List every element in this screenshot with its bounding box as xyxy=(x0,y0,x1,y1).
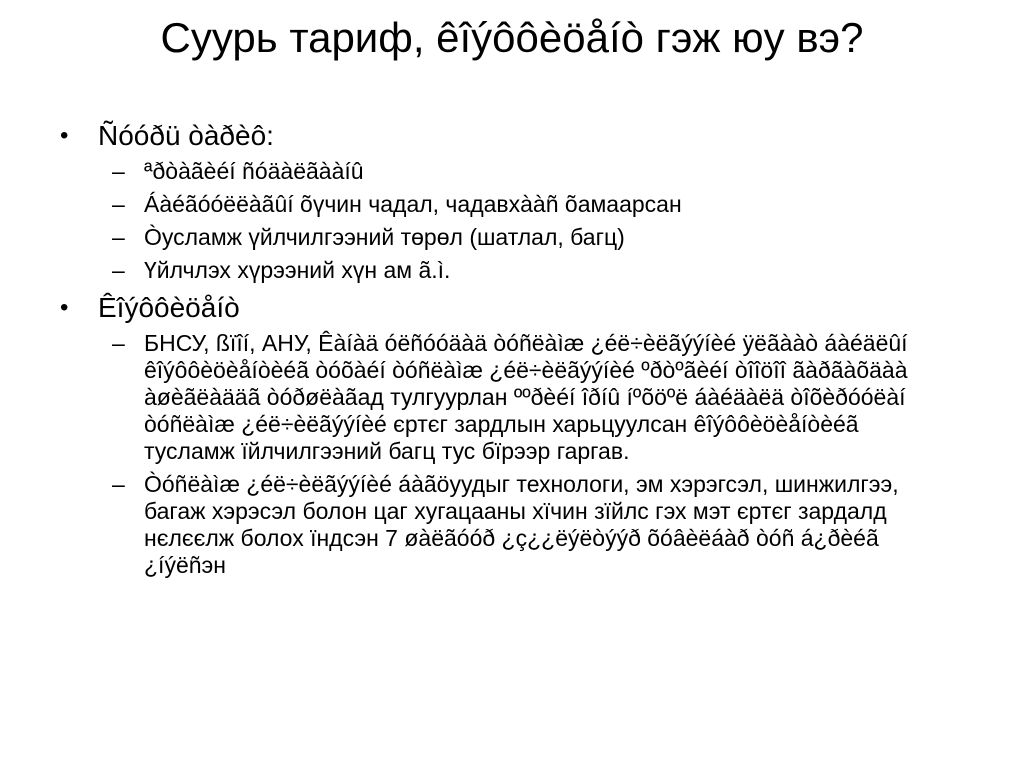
dash-icon: – xyxy=(112,257,125,283)
sub-item-text: Áàéãóóëëàãûí õүчин чадал, чадавхààñ õамаарсан xyxy=(144,191,682,217)
dash-icon: – xyxy=(112,471,125,497)
bullet-dot-icon: • xyxy=(60,122,69,149)
sub-item-text: Òóñëàìæ ¿éë÷èëãýýíèé áàãöуудыг технологи, эм хэрэгсэл, шинжилгээ, багаж хэрэсэл болон цаг хугацааны хїчин зїйлс гэх мэт єртєг зардалд нєлєєлж болох їндсэн 7 øàëãóóð ¿ç¿¿ëýëòýýð õóâèëáàð òóñ á¿ðèéã ¿íýëñэн xyxy=(144,471,899,578)
slide-title: Суурь тариф, êîýôôèöåíò гэж юу вэ? xyxy=(160,14,864,61)
sub-item-text: ªðòàãèéí ñóäàëãààíû xyxy=(144,158,364,184)
sub-item-text: Òусламж үйлчилгээний төрөл (шатлал, багц) xyxy=(144,224,625,250)
bullet-coefficient xyxy=(60,290,960,326)
dash-icon: – xyxy=(112,191,125,217)
bullet-dot-icon: • xyxy=(60,294,69,321)
sub-item xyxy=(60,224,960,251)
bullet-label: Êîýôôèöåíò xyxy=(98,292,240,323)
dash-icon: – xyxy=(112,158,125,184)
sub-item xyxy=(60,330,960,465)
sub-item xyxy=(60,257,960,284)
sub-item xyxy=(60,158,960,185)
dash-icon: – xyxy=(112,224,125,250)
sub-item-text: БНСУ, ßïîí, АНУ, Êàíàä óëñóóäàä òóñëàìæ ¿éë÷èëãýýíèé ÿëãààò áàéäëûí êîýôôèöèåíòèéã òóõàéí òóñëàìæ ¿éë÷èëãýýíèé ºðòºãèéí òîîöîî ãàðãàõäàà àøèãëàääã òóðøëàãад тулгуурлан ººðèéí îðíû íºõöºë áàéäàëä òîõèðóóëàí òóñëàìæ ¿éë÷èëãýýíèé єртєг зардлын харьцуулсан êîýôôèöèåíòèéã тусламж їйлчилгээний багц тус бїрээр гаргав. xyxy=(144,330,908,464)
slide-body xyxy=(60,118,960,585)
dash-icon: – xyxy=(112,330,125,356)
sub-list-base-tariff xyxy=(60,158,960,284)
bullet-base-tariff xyxy=(60,118,960,154)
bullet-label: Ñóóðü òàðèô: xyxy=(98,120,274,151)
sub-item-text: Үйлчлэх хүрээний хүн ам ã.ì. xyxy=(144,257,451,283)
sub-item xyxy=(60,471,960,579)
sub-item xyxy=(60,191,960,218)
sub-list-coefficient xyxy=(60,330,960,579)
